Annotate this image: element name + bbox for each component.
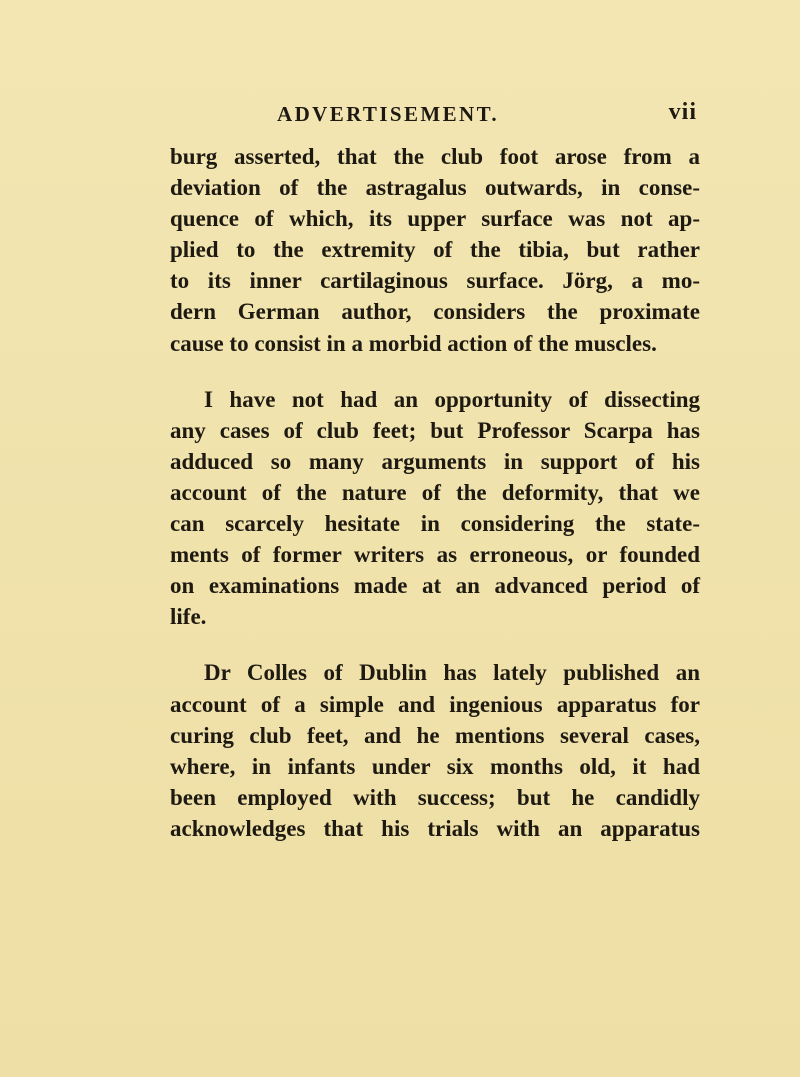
text-line: deviation of the astragalus outwards, in conse- — [170, 175, 700, 201]
text-line: account of the nature of the deformity, that we — [170, 479, 700, 505]
running-head — [277, 99, 697, 128]
text-line: Dr Colles of Dublin has lately published an — [204, 660, 700, 686]
text-line: dern German author, considers the proximate — [170, 299, 700, 325]
text-line: cause to consist in a morbid action of the muscles. — [170, 330, 657, 356]
text-line: life. — [170, 604, 207, 630]
paragraph-3 — [170, 657, 700, 844]
text-line: been employed with success; but he candidly — [170, 784, 700, 810]
text-line: burg asserted, that the club foot arose from a — [170, 144, 700, 169]
paragraph-1 — [170, 141, 700, 359]
text-line: any cases of club feet; but Professor Scarpa has — [170, 417, 700, 443]
text-line: where, in infants under six months old, it had — [170, 753, 700, 779]
running-head-title: ADVERTISEMENT. — [277, 102, 500, 126]
text-line: quence of which, its upper surface was not ap- — [170, 206, 700, 232]
text-line: acknowledges that his trials with an apparatus — [170, 815, 700, 841]
text-line: on examinations made at an advanced period of — [170, 573, 700, 599]
text-line: ments of former writers as erroneous, or founded — [170, 542, 700, 568]
paragraph-2 — [170, 384, 700, 633]
text-line: I have not had an opportunity of dissecting — [204, 386, 700, 412]
text-line: to its inner cartilaginous surface. Jörg, a mo- — [170, 268, 700, 294]
text-line: account of a simple and ingenious apparatus for — [170, 691, 700, 717]
text-line: can scarcely hesitate in considering the state- — [170, 511, 700, 537]
text-line: adduced so many arguments in support of his — [170, 448, 700, 474]
page-number: vii — [668, 99, 697, 125]
body-text — [170, 141, 700, 869]
text-line: plied to the extremity of the tibia, but rather — [170, 237, 700, 263]
text-line: curing club feet, and he mentions several cases, — [170, 722, 700, 748]
